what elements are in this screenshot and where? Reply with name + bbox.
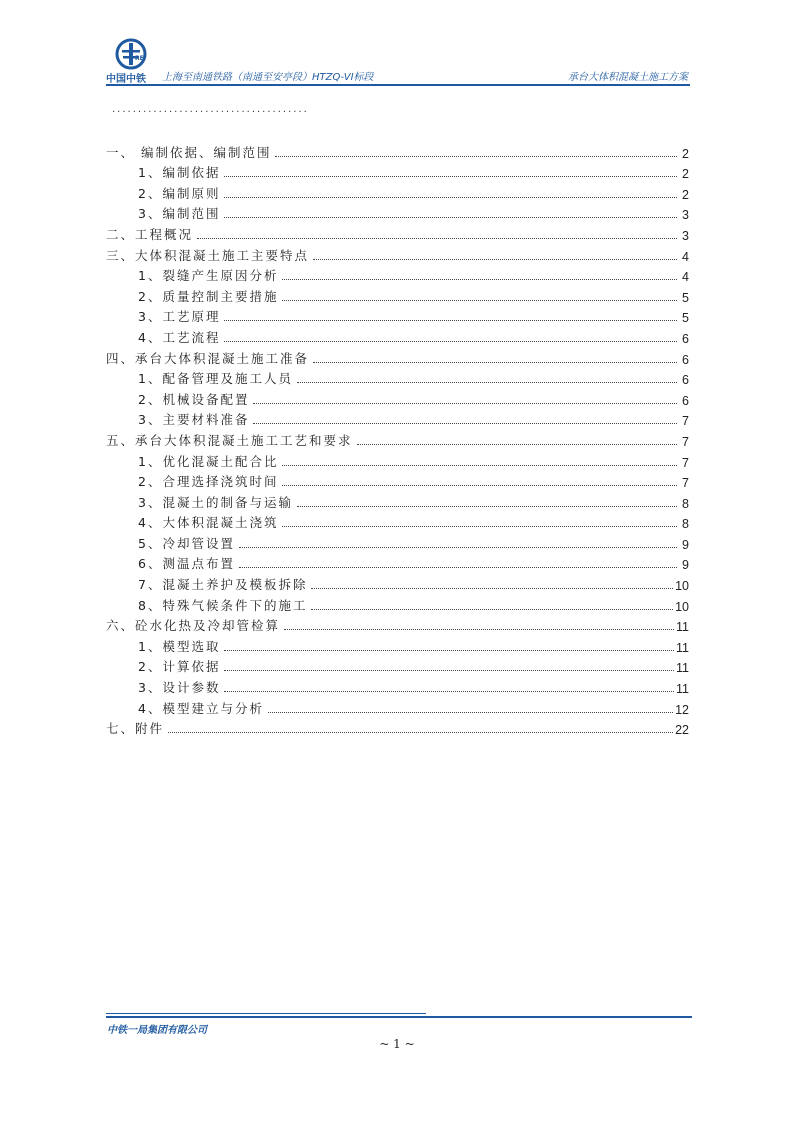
toc-leader-dots (224, 649, 674, 651)
china-railway-logo-icon (114, 38, 148, 70)
toc-entry[interactable] (106, 367, 689, 388)
toc-entry[interactable] (106, 470, 689, 491)
svg-text:RE: RE (135, 55, 144, 62)
toc-entry-label[interactable]: 1、编制依据 (138, 165, 221, 181)
toc-entry-page[interactable]: 6 (682, 331, 689, 346)
page-number: ~ 1 ~ (379, 1037, 415, 1051)
toc-entry-page[interactable]: 4 (682, 249, 689, 264)
toc-leader-dots (224, 340, 677, 342)
toc-leader-dots (313, 258, 677, 260)
toc-entry-label[interactable]: 3、主要材料准备 (138, 412, 250, 428)
toc-entry[interactable] (106, 346, 689, 367)
toc-entry-page[interactable]: 7 (682, 434, 689, 449)
toc-entry-page[interactable]: 5 (682, 290, 689, 305)
toc-entry-label[interactable]: 3、混凝土的制备与运输 (138, 494, 293, 510)
toc-title-dots: ...................................... (112, 104, 309, 115)
toc-entry[interactable] (106, 222, 689, 243)
toc-leader-dots (239, 546, 677, 548)
footer-divider (106, 1016, 692, 1018)
toc-entry-label[interactable]: 七、附件 (106, 721, 165, 737)
toc-entry-label[interactable]: 1、模型选取 (138, 638, 221, 654)
toc-entry-page[interactable]: 8 (682, 496, 689, 511)
toc-entry-label[interactable]: 2、合理选择浇筑时间 (138, 474, 279, 490)
toc-entry-label[interactable]: 4、工艺流程 (138, 329, 221, 345)
toc-entry[interactable] (106, 614, 689, 635)
toc-entry-page[interactable]: 9 (682, 537, 689, 552)
toc-entry-page[interactable]: 7 (682, 414, 689, 429)
toc-leader-dots (224, 175, 677, 177)
toc-entry-label[interactable]: 六、砼水化热及冷却管检算 (106, 618, 281, 634)
toc-entry[interactable] (106, 531, 689, 552)
toc-entry[interactable] (106, 717, 689, 738)
toc-entry[interactable] (106, 449, 689, 470)
toc-entry-page[interactable]: 6 (682, 373, 689, 388)
toc-entry-label[interactable]: 4、大体积混凝土浇筑 (138, 515, 279, 531)
toc-entry[interactable] (106, 284, 689, 305)
toc-entry[interactable] (106, 325, 689, 346)
toc-leader-dots (282, 484, 677, 486)
toc-leader-dots (282, 464, 677, 466)
toc-entry-label[interactable]: 7、混凝土养护及模板拆除 (138, 577, 308, 593)
toc-entry-page[interactable]: 2 (682, 167, 689, 182)
toc-entry-label[interactable]: 4、模型建立与分析 (138, 700, 264, 716)
toc-entry-page[interactable]: 11 (676, 661, 689, 676)
toc-entry[interactable] (106, 655, 689, 676)
toc-entry-page[interactable]: 3 (682, 228, 689, 243)
toc-entry[interactable] (106, 572, 689, 593)
toc-entry-label[interactable]: 5、冷却管设置 (138, 535, 235, 551)
table-of-contents (106, 140, 689, 737)
toc-entry-label[interactable]: 2、质量控制主要措施 (138, 288, 279, 304)
toc-leader-dots (282, 299, 677, 301)
toc-entry-label[interactable]: 五、承台大体积混凝土施工工艺和要求 (106, 432, 353, 448)
toc-entry-page[interactable]: 4 (682, 270, 689, 285)
footer-company: 中铁一局集团有限公司 (107, 1025, 207, 1036)
toc-entry-label[interactable]: 1、优化混凝土配合比 (138, 453, 279, 469)
toc-entry[interactable] (106, 387, 689, 408)
toc-leader-dots (313, 361, 677, 363)
toc-leader-dots (224, 690, 674, 692)
toc-leader-dots (297, 381, 677, 383)
toc-leader-dots (253, 422, 677, 424)
toc-leader-dots (297, 505, 677, 507)
toc-entry-label[interactable]: 2、编制原则 (138, 185, 221, 201)
toc-leader-dots (268, 711, 673, 713)
toc-entry-label[interactable]: 8、特殊气候条件下的施工 (138, 597, 308, 613)
toc-entry-page[interactable]: 8 (682, 517, 689, 532)
toc-entry-page[interactable]: 2 (682, 146, 689, 161)
toc-entry[interactable] (106, 243, 689, 264)
toc-entry-label[interactable]: 3、工艺原理 (138, 309, 221, 325)
toc-entry-page[interactable]: 11 (676, 640, 689, 655)
toc-entry-label[interactable]: 3、设计参数 (138, 680, 221, 696)
toc-leader-dots (282, 278, 677, 280)
header-divider (106, 84, 690, 86)
toc-entry-label[interactable]: 1、裂缝产生原因分析 (138, 268, 279, 284)
toc-entry-label[interactable]: 1、配备管理及施工人员 (138, 371, 293, 387)
header-project-name: 上海至南通铁路（南通至安亭段）HTZQ-VI标段 (162, 72, 374, 83)
toc-entry[interactable] (106, 552, 689, 573)
toc-entry[interactable] (106, 264, 689, 285)
toc-leader-dots (197, 237, 677, 239)
toc-entry-label[interactable]: 四、承台大体积混凝土施工准备 (106, 350, 310, 366)
toc-entry-page[interactable]: 2 (682, 187, 689, 202)
toc-leader-dots (253, 402, 677, 404)
toc-entry[interactable] (106, 161, 689, 182)
toc-leader-dots (168, 731, 673, 733)
toc-entry-page[interactable]: 7 (682, 455, 689, 470)
toc-entry-page[interactable]: 22 (675, 723, 689, 738)
footer-divider-thin (106, 1013, 426, 1014)
toc-entry-label[interactable]: 2、计算依据 (138, 659, 221, 675)
toc-leader-dots (311, 587, 673, 589)
toc-leader-dots (239, 566, 677, 568)
toc-entry-page[interactable]: 3 (682, 208, 689, 223)
toc-entry[interactable] (106, 305, 689, 326)
toc-entry[interactable] (106, 428, 689, 449)
toc-entry[interactable] (106, 490, 689, 511)
toc-leader-dots (224, 669, 674, 671)
logo-text: 中国中铁 (106, 74, 146, 85)
toc-entry-page[interactable]: 9 (682, 558, 689, 573)
header-document-title: 承台大体积混凝土施工方案 (568, 72, 688, 83)
toc-entry-page[interactable]: 6 (682, 393, 689, 408)
toc-leader-dots (282, 525, 677, 527)
toc-entry-page[interactable]: 5 (682, 311, 689, 326)
toc-entry-label[interactable]: 2、机械设备配置 (138, 391, 250, 407)
toc-entry[interactable] (106, 511, 689, 532)
toc-entry[interactable] (106, 675, 689, 696)
toc-leader-dots (224, 196, 677, 198)
toc-entry-page[interactable]: 6 (682, 352, 689, 367)
toc-entry-label[interactable]: 三、大体积混凝土施工主要特点 (106, 247, 310, 263)
toc-entry[interactable] (106, 181, 689, 202)
toc-leader-dots (357, 443, 677, 445)
page-header (106, 38, 688, 88)
toc-leader-dots (284, 628, 674, 630)
toc-entry[interactable] (106, 634, 689, 655)
toc-entry-page[interactable]: 7 (682, 476, 689, 491)
toc-entry-page[interactable]: 11 (676, 620, 689, 635)
toc-entry[interactable] (106, 696, 689, 717)
toc-entry-label[interactable]: 二、工程概况 (106, 226, 194, 242)
toc-entry-label[interactable]: 6、测温点布置 (138, 556, 235, 572)
toc-entry[interactable] (106, 140, 689, 161)
toc-leader-dots (311, 608, 673, 610)
toc-entry[interactable] (106, 202, 689, 223)
toc-entry-label[interactable]: 一、 编制依据、编制范围 (106, 144, 272, 160)
toc-entry-page[interactable]: 11 (676, 682, 689, 697)
toc-leader-dots (224, 216, 677, 218)
toc-leader-dots (275, 155, 677, 157)
toc-entry-page[interactable]: 12 (675, 702, 689, 717)
toc-entry-page[interactable]: 10 (675, 599, 689, 614)
toc-entry[interactable] (106, 593, 689, 614)
toc-entry-page[interactable]: 10 (675, 579, 689, 594)
toc-entry[interactable] (106, 408, 689, 429)
toc-entry-label[interactable]: 3、编制范围 (138, 206, 221, 222)
toc-leader-dots (224, 319, 677, 321)
